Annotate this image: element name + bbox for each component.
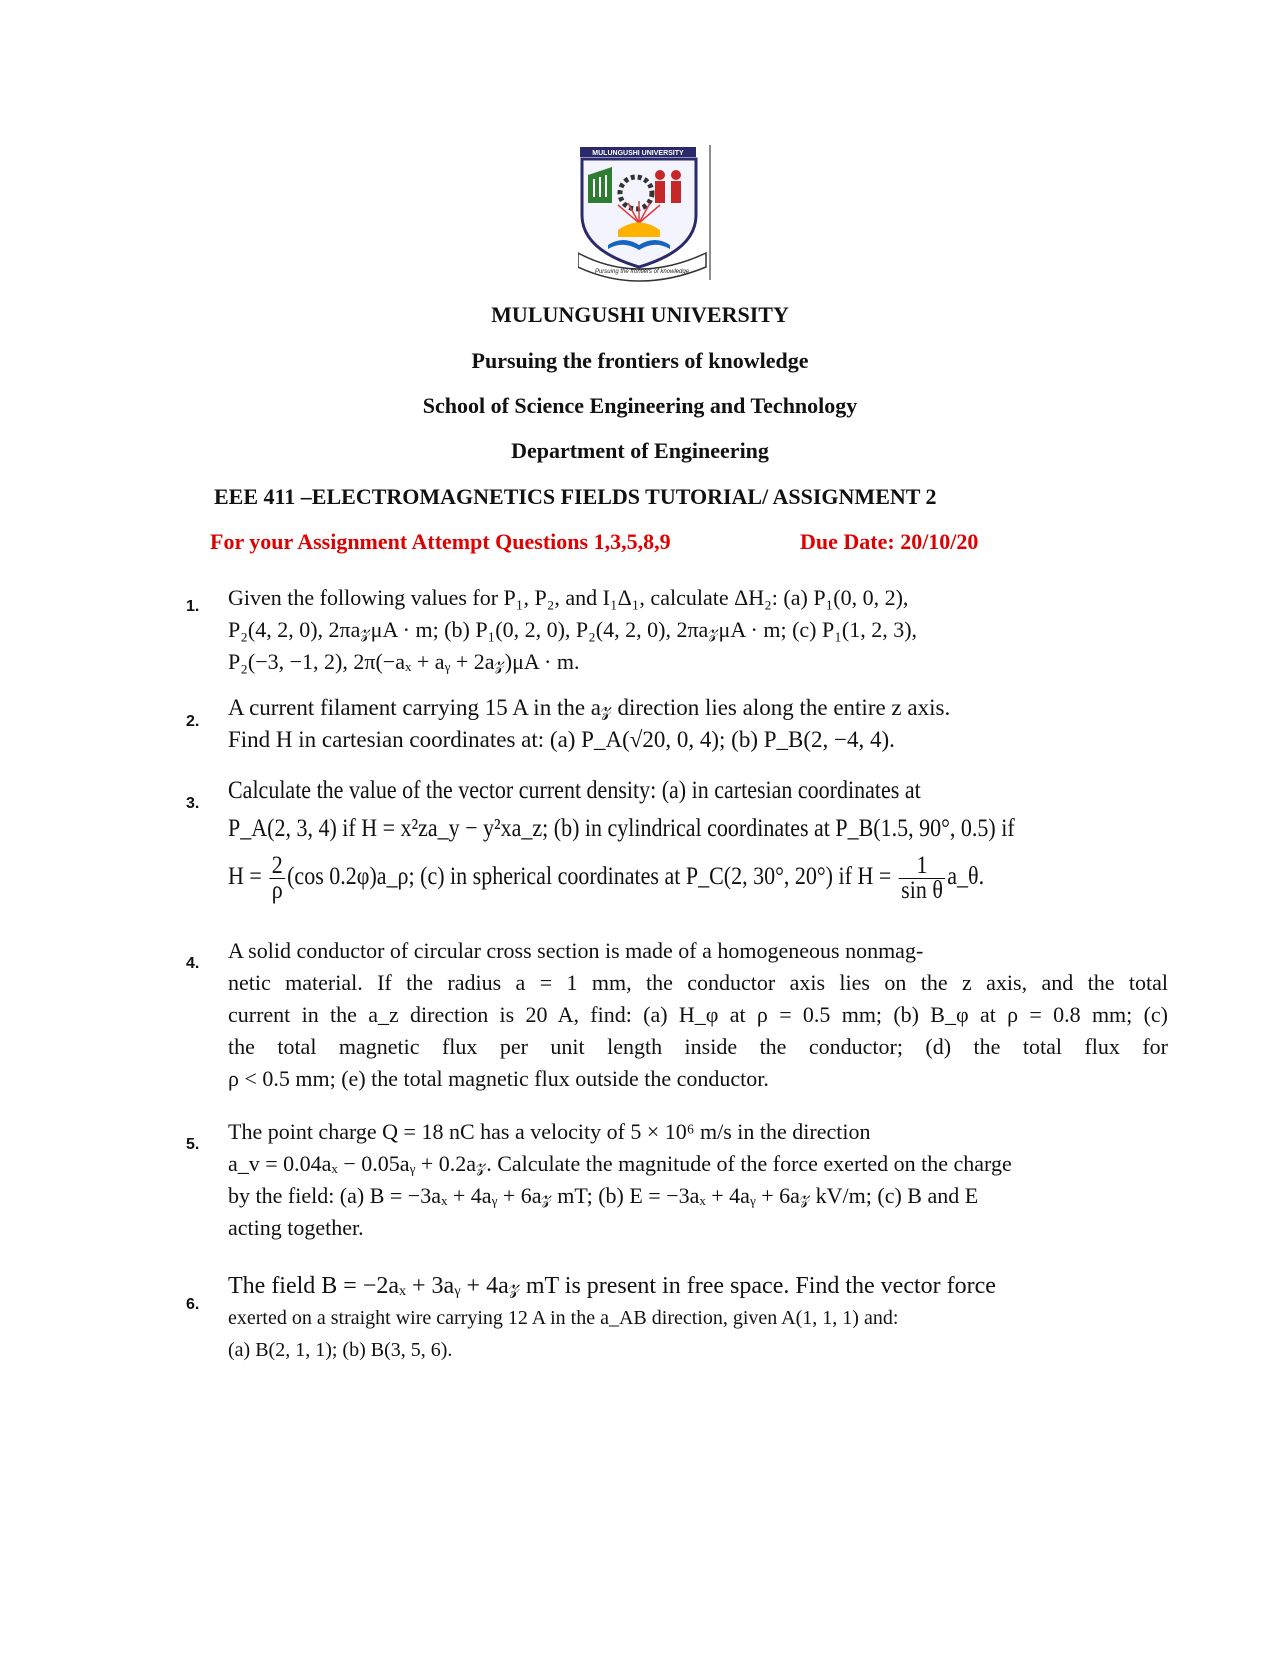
course-title: EEE 411 –ELECTROMAGNETICS FIELDS TUTORIAL/ ASSIGNMENT 2 [214,484,937,509]
question-line: a_v = 0.04aₓ − 0.05aᵧ + 0.2a𝓏. Calculate the magnitude of the force exerted on the charge [228,1151,1012,1176]
question-line: netic material. If the radius a = 1 mm, the conductor axis lies on the z axis, and the total [228,970,1168,995]
question-line: Find H in cartesian coordinates at: (a) P_A(√20, 0, 4); (b) P_B(2, −4, 4). [228,727,895,752]
question-3-line-3 [228,854,1055,903]
question-line: Calculate the value of the vector current density: (a) in cartesian coordinates at [228,777,921,804]
a-theta-term: a_θ. [947,863,985,891]
question-line: Given the following values for P₁, P₂, and I₁Δ₁, calculate ΔH₂: (a) P₁(0, 0, 2), [228,585,909,610]
question-line: ρ < 0.5 mm; (e) the total magnetic flux outside the conductor. [228,1066,769,1091]
question-line: (a) B(2, 1, 1); (b) B(3, 5, 6). [228,1339,453,1361]
fraction-denominator: ρ [271,877,283,904]
question-line: The field B = −2aₓ + 3aᵧ + 4a𝓏 mT is present in free space. Find the vector force [228,1273,996,1299]
question-line: by the field: (a) B = −3aₓ + 4aᵧ + 6a𝓏 mT; (b) E = −3aₓ + 4aᵧ + 6a𝓏 kV/m; (c) B and E [228,1183,979,1208]
question-line: exerted on a straight wire carrying 12 A in the a_AB direction, given A(1, 1, 1) and: [228,1307,899,1329]
question-line: acting together. [228,1215,364,1240]
due-date: Due Date: 20/10/20 [800,529,979,554]
question-6-text [228,1270,1168,1366]
question-number: 2. [186,713,200,730]
question-line: A solid conductor of circular cross section is made of a homogeneous nonmag- [228,938,924,963]
logo-banner-text: MULUNGUSHI UNIVERSITY [592,150,684,157]
question-1-text [228,582,1168,678]
fraction-denominator: sin θ [901,877,943,904]
fraction-1-over-sin [899,854,946,903]
fraction-numerator: 2 [269,854,285,879]
question-2-text [228,692,1168,756]
question-number: 5. [186,1136,200,1153]
h-equals: H = [228,863,262,891]
university-motto: Pursuing the frontiers of knowledge [471,348,809,373]
question-number: 4. [186,955,200,972]
question-line: the total magnetic flux per unit length inside the conductor; (d) the total flux for [228,1034,1168,1059]
question-3-text [228,772,1168,903]
question-number: 3. [186,795,200,812]
department-name: Department of Engineering [511,438,769,463]
question-line: P₂(4, 2, 0), 2πa𝓏μA · m; (b) P₁(0, 2, 0), P₂(4, 2, 0), 2πa𝓏μA · m; (c) P₁(1, 2, 3), [228,617,918,642]
question-line: A current filament carrying 15 A in the a𝓏 direction lies along the entire z axis. [228,695,951,720]
question-line: P₂(−3, −1, 2), 2π(−aₓ + aᵧ + 2a𝓏)μA · m. [228,649,580,674]
question-line: The point charge Q = 18 nC has a velocity of 5 × 10⁶ m/s in the direction [228,1119,871,1144]
question-5-text [228,1116,1168,1244]
university-name: MULUNGUSHI UNIVERSITY [491,302,789,327]
question-number: 1. [186,598,200,615]
question-line: current in the a_z direction is 20 A, find: (a) H_φ at ρ = 0.5 mm; (b) B_φ at ρ = 0.8 mm; (c) [228,1002,1168,1027]
question-4-text [228,935,1168,1095]
logo-motto-text: Pursuing the frontiers of knowledge [594,269,690,275]
school-name: School of Science Engineering and Technology [422,393,858,418]
university-crest-logo [578,145,754,295]
question-number: 6. [186,1296,200,1313]
question-line: (cos 0.2φ)a_ρ; (c) in spherical coordinates at P_C(2, 30°, 20°) if H = [287,863,892,891]
assignment-instruction: For your Assignment Attempt Questions 1,3,5,8,9 [210,529,671,554]
fraction-numerator: 1 [899,854,946,879]
question-line: P_A(2, 3, 4) if H = x²za_y − y²xa_z; (b) in cylindrical coordinates at P_B(1.5, 90°, 0.5) if [228,815,1015,842]
fraction-2-over-rho [269,854,285,903]
